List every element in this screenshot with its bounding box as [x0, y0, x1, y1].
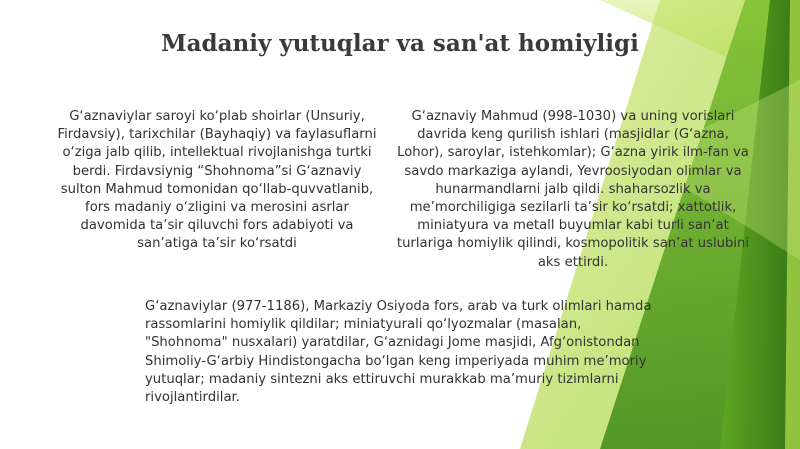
slide-title: Madaniy yutuqlar va san'at homiyligi — [161, 30, 639, 57]
left-paragraph: G‘aznaviylar saroyi ko‘plab shoirlar (Unsuriy, Firdavsiy), tarixchilar (Bayhaqiy) va faylasuflarni o‘ziga jalb qilib, intellektual rivojlanishga turtki berdi. Firdavsiynig “Shohnoma”si G‘aznaviy sulton Mahmud tomonidan qo‘llab-quvvatlanib, fors madaniy o‘zligini va merosini asrlar davomida ta’sir qiluvchi fors adabiyoti va san’atiga ta’sir ko‘rsatdi — [57, 109, 377, 252]
right-paragraph: G‘aznaviy Mahmud (998-1030) va uning vorislari davrida keng qurilish ishlari (masjidlar (G‘azna, Lohor), saroylar, istehkomlar); G‘azna yirik ilm-fan va savdo markaziga aylandi, Yevroosiyodan olimlar va hunarmandlarni jalb qildi. shaharsozlik va me’morchiligiga sezilarli ta’sir ko‘rsatdi; xattotlik, miniatyura va metall buyumlar kabi turli san’at turlariga homiylik qilindi, kosmopolitik san’at uslubini aks ettirdi. — [396, 109, 750, 270]
bottom-paragraph: G‘aznaviylar (977-1186), Markaziy Osiyoda fors, arab va turk olimlari hamda rassomlarini homiylik qildilar; miniatyurali qo‘lyozmalar (masalan, "Shohnoma" nusxalari) yaratdilar, G‘aznidagi Jome masjidi, Afg‘onistondan Shimoliy-G‘arbiy Hindistongacha bo‘lgan keng imperiyada muhim me’moriy yutuqlar; madaniy sintezni aks ettiruvchi murakkab ma’muriy tizimlarni rivojlantirdilar. — [145, 299, 652, 406]
